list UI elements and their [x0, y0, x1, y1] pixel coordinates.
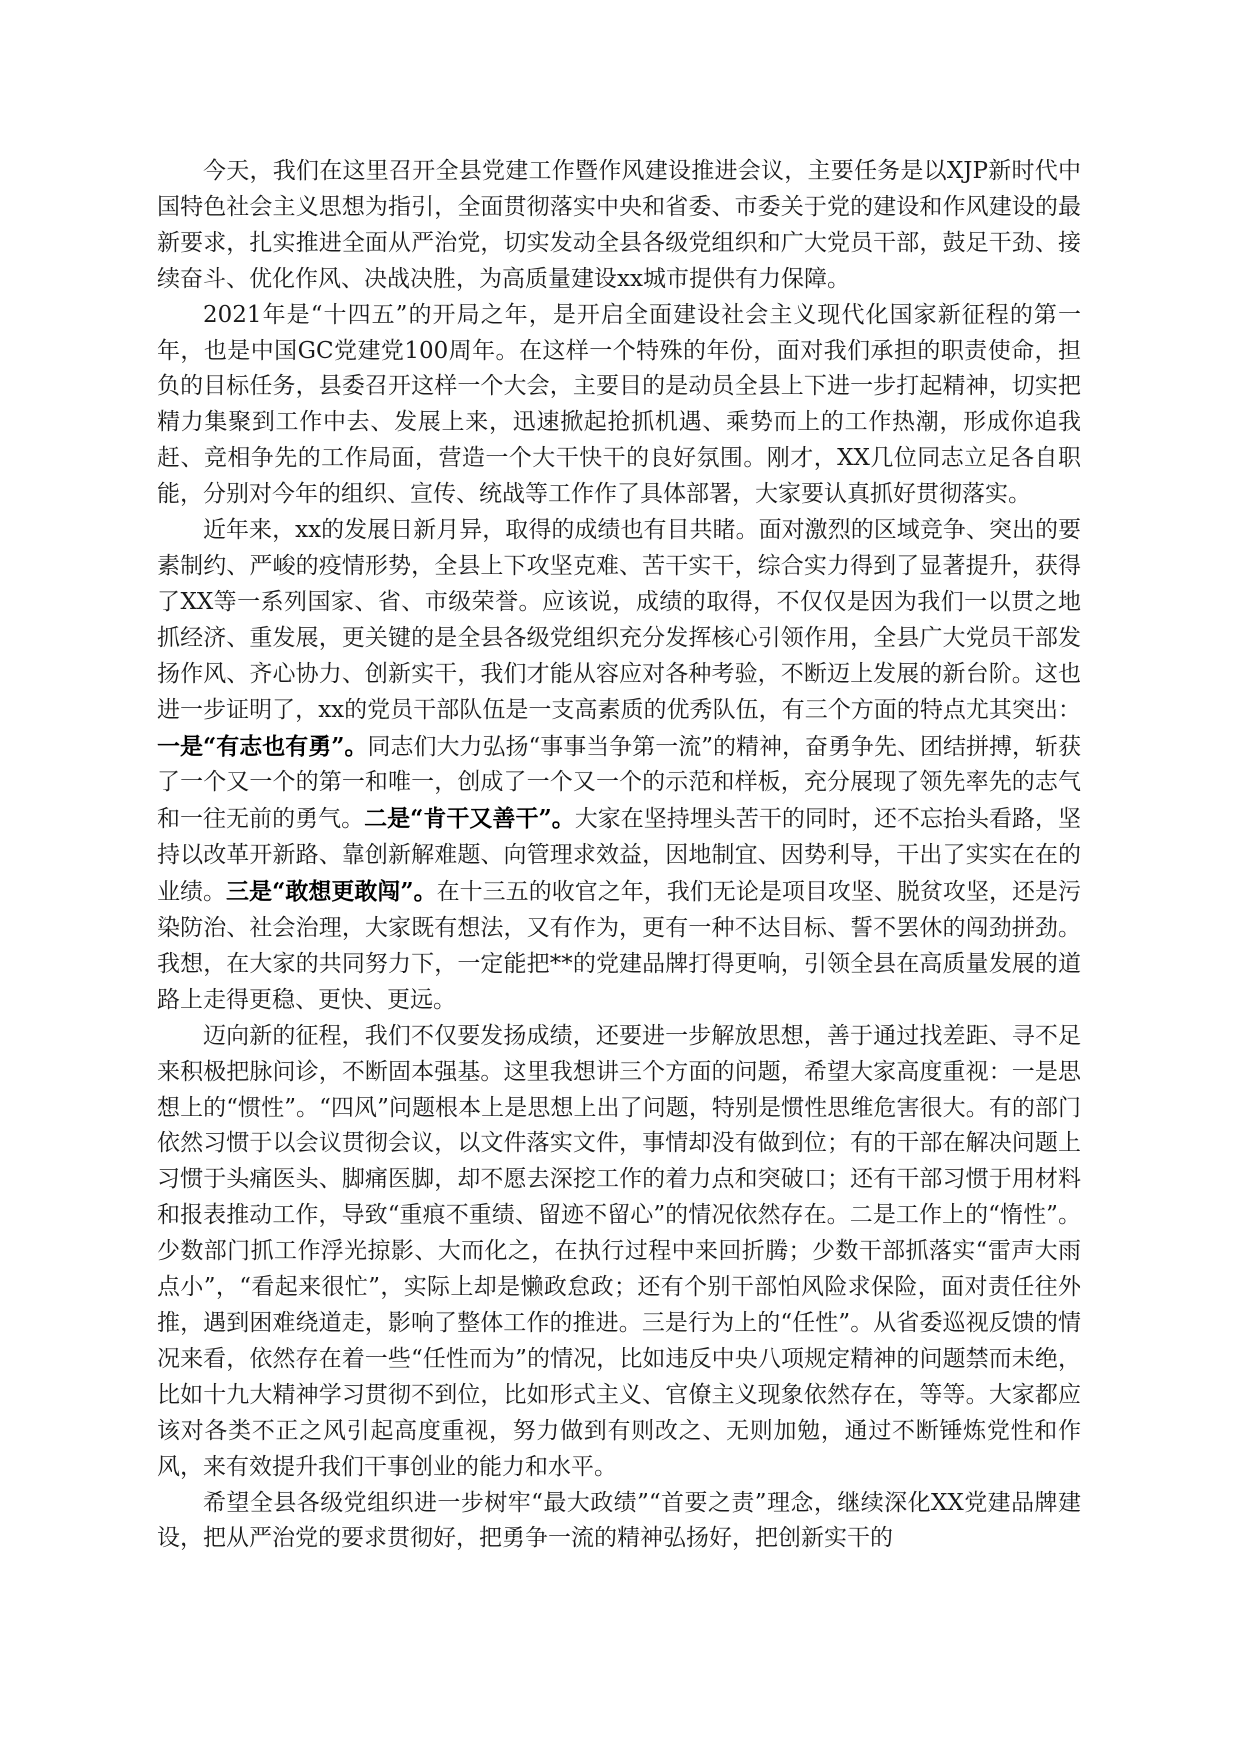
document-body: [157, 154, 1081, 1557]
paragraph-2: [157, 298, 1081, 513]
paragraph-3-text: 在十三五的收官之年，我们无论是项目攻坚、脱贫攻坚，还是污染防治、社会治理，大家既有想法，又有作为，更有一种不达目标、誓不罢休的闯劲拼劲。我想，在大家的共同努力下，一定能把**的党建品牌打得更响，引领全县在高质量发展的道路上走得更稳、更快、更远。: [157, 879, 1081, 1013]
paragraph-4: [157, 1019, 1081, 1486]
paragraph-4-text: 迈向新的征程，我们不仅要发扬成绩，还要进一步解放思想，善于通过找差距、寻不足来积极把脉问诊，不断固本强基。这里我想讲三个方面的问题，希望大家高度重视：一是思想上的“惯性”。“四风”问题根本上是思想上出了问题，特别是惯性思维危害很大。有的部门依然习惯于以会议贯彻会议，以文件落实文件，事情却没有做到位；有的干部在解决问题上习惯于头痛医头、脚痛医脚，却不愿去深挖工作的着力点和突破口；还有干部习惯于用材料和报表推动工作，导致“重痕不重绩、留迹不留心”的情况依然存在。二是工作上的“惰性”。少数部门抓工作浮光掠影、大而化之，在执行过程中来回折腾；少数干部抓落实“雷声大雨点小”，“看起来很忙”，实际上却是懒政怠政；还有个别干部怕风险求保险，面对责任往外推，遇到困难绕道走，影响了整体工作的推进。三是行为上的“任性”。从省委巡视反馈的情况来看，依然存在着一些“任性而为”的情况，比如违反中央八项规定精神的问题禁而未绝，比如十九大精神学习贯彻不到位，比如形式主义、官僚主义现象依然存在，等等。大家都应该对各类不正之风引起高度重视，努力做到有则改之、无则加勉，通过不断锤炼党性和作风，来有效提升我们干事创业的能力和水平。: [157, 1022, 1081, 1480]
paragraph-1: [157, 154, 1081, 298]
paragraph-3-text: 同志们大力弘扬“事事当争第一流”的精神，奋勇争先、团结拼搏，斩获了一个又一个的第一和唯一，创成了一个又一个的示范和样板，充分展现了领先率先的志气和一往无前的勇气。: [157, 733, 1081, 833]
paragraph-3: [157, 513, 1081, 1019]
paragraph-3-text: 近年来，xx的发展日新月异，取得的成绩也有目共睹。面对激烈的区域竞争、突出的要素制约、严峻的疫情形势，全县上下攻坚克难、苦干实干，综合实力得到了显著提升，获得了XX等一系列国家、省、市级荣誉。应该说，成绩的取得，不仅仅是因为我们一以贯之地抓经济、重发展，更关键的是全县各级党组织充分发挥核心引领作用，全县广大党员干部发扬作风、齐心协力、创新实干，我们才能从容应对各种考验，不断迈上发展的新台阶。这也进一步证明了，xx的党员干部队伍是一支高素质的优秀队伍，有三个方面的特点尤其突出：: [157, 517, 1081, 723]
paragraph-3-text: 大家在坚持埋头苦干的同时，还不忘抬头看路，坚持以改革开新路、靠创新解难题、向管理求效益，因地制宜、因势利导，干出了实实在在的业绩。: [157, 806, 1081, 906]
highlight-point-one: 一是“有志也有勇”。: [157, 732, 368, 760]
highlight-point-three: 三是“敢想更敢闯”。: [226, 878, 437, 906]
paragraph-5: [157, 1486, 1081, 1558]
paragraph-5-text: 希望全县各级党组织进一步树牢“最大政绩”“首要之责”理念，继续深化XX党建品牌建设，把从严治党的要求贯彻好，把勇争一流的精神弘扬好，把创新实干的: [157, 1489, 1081, 1552]
paragraph-2-text: 2021年是“十四五”的开局之年，是开启全面建设社会主义现代化国家新征程的第一年，也是中国GC党建党100周年。在这样一个特殊的年份，面对我们承担的职责使命，担负的目标任务，县委召开这样一个大会，主要目的是动员全县上下进一步打起精神，切实把精力集聚到工作中去、发展上来，迅速掀起抢抓机遇、乘势而上的工作热潮，形成你追我赶、竞相争先的工作局面，营造一个大干快干的良好氛围。刚才，XX几位同志立足各自职能，分别对今年的组织、宣传、统战等工作作了具体部署，大家要认真抓好贯彻落实。: [157, 301, 1081, 508]
highlight-point-two: 二是“肯干又善干”。: [364, 805, 575, 833]
paragraph-1-text: 今天，我们在这里召开全县党建工作暨作风建设推进会议，主要任务是以XJP新时代中国特色社会主义思想为指引，全面贯彻落实中央和省委、市委关于党的建设和作风建设的最新要求，扎实推进全面从严治党，切实发动全县各级党组织和广大党员干部，鼓足干劲、接续奋斗、优化作风、决战决胜，为高质量建设xx城市提供有力保障。: [157, 158, 1081, 292]
